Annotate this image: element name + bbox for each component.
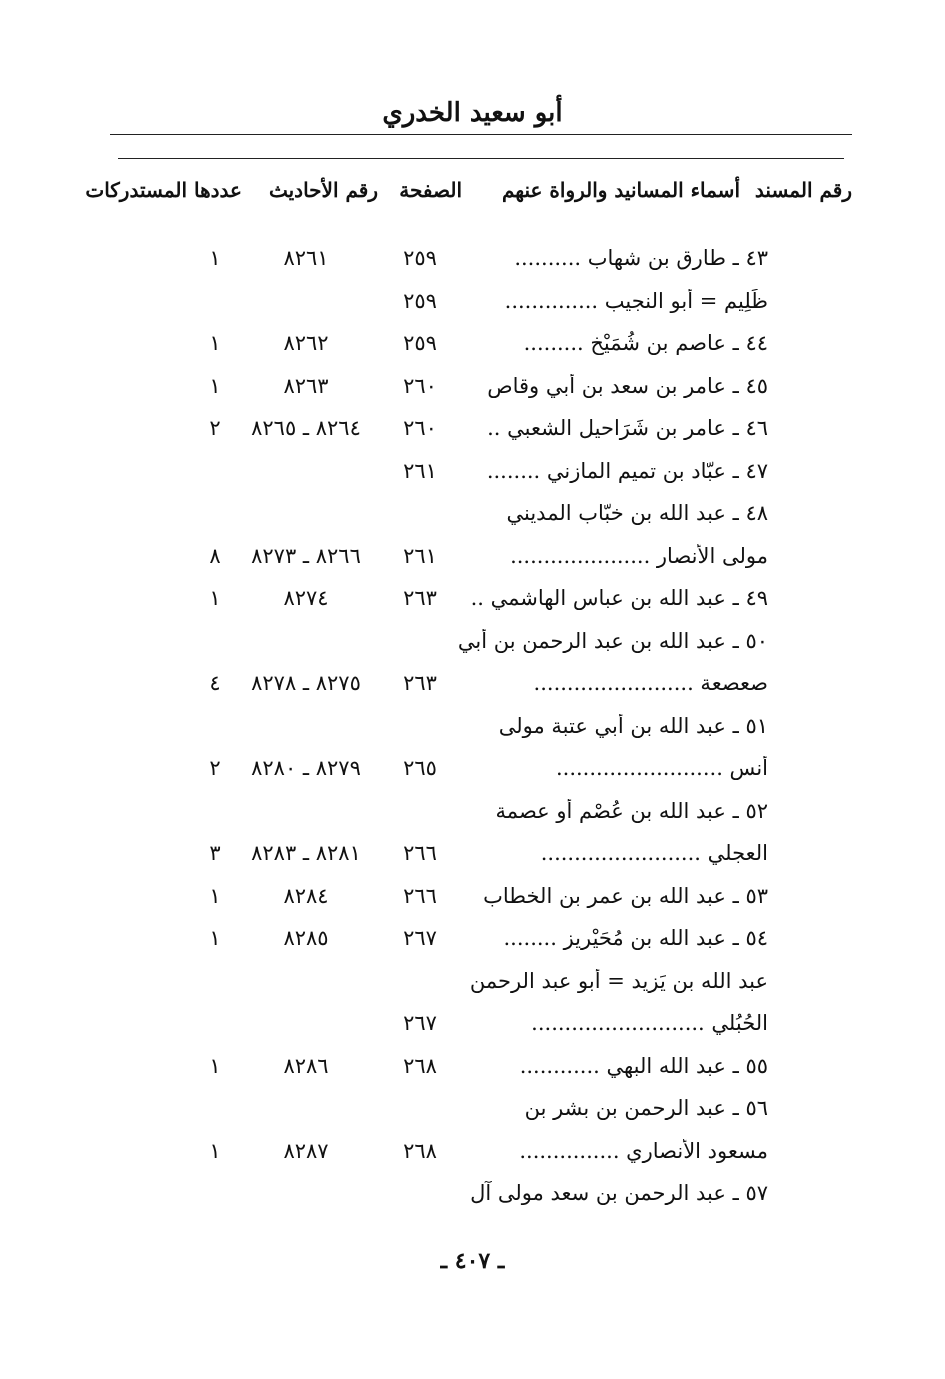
row-name: ٥٢ ـ عبد الله بن عُصْم أو عصمة — [495, 798, 768, 823]
table-row — [100, 453, 860, 496]
row-count: ١ — [209, 883, 221, 908]
row-count: ٨ — [209, 543, 221, 568]
row-name: ظَلِيم = أبو النجيب .............. — [504, 288, 768, 313]
row-hadith-numbers: ٨٢٨٤ — [283, 883, 329, 908]
table-row — [100, 368, 860, 411]
table-top-rule — [118, 158, 844, 159]
row-count: ١ — [209, 926, 221, 950]
row-page: ٢٥٩ — [403, 288, 437, 313]
row-name: ٤٥ ـ عامر بن سعد بن أبي وقاص — [487, 373, 768, 398]
row-count: ٢ — [209, 756, 221, 780]
row-hadith-numbers: ٨٢٨٧ — [283, 1138, 329, 1163]
row-hadith-numbers: ٨٢٦٦ ـ ٨٢٧٣ — [251, 543, 361, 568]
row-count: ١ — [209, 373, 221, 398]
table-row — [100, 1133, 860, 1176]
row-name: ٥٤ ـ عبد الله بن مُحَيْريز ........ — [503, 926, 768, 950]
row-page: ٢٦٣ — [403, 671, 437, 695]
row-page: ٢٦١ — [403, 458, 437, 483]
row-count: ١ — [209, 1053, 221, 1078]
row-name: ٤٩ ـ عبد الله بن عباس الهاشمي .. — [470, 586, 768, 610]
row-count: ٣ — [209, 841, 221, 865]
table-row — [100, 1005, 860, 1048]
index-table — [100, 240, 860, 1218]
row-page: ٢٦٧ — [403, 926, 437, 950]
row-hadith-numbers: ٨٢٦٤ ـ ٨٢٦٥ — [251, 416, 361, 440]
table-row — [100, 410, 860, 453]
row-hadith-numbers: ٨٢٨٦ — [283, 1053, 329, 1078]
row-name: عبد الله بن يَزِيد = أبو عبد الرحمن — [469, 968, 768, 993]
table-row — [100, 495, 860, 538]
table-row — [100, 623, 860, 666]
row-name: أنس ......................... — [555, 756, 768, 780]
table-row — [100, 538, 860, 581]
row-count: ١ — [209, 246, 221, 270]
row-name: العجلي ........................ — [540, 841, 768, 865]
row-hadith-numbers: ٨٢٨١ ـ ٨٢٨٣ — [251, 841, 361, 865]
table-row — [100, 1090, 860, 1133]
row-name: ٥٦ ـ عبد الرحمن بن بشر بن — [524, 1096, 768, 1120]
row-page: ٢٦٣ — [403, 586, 437, 610]
row-page: ٢٦٧ — [403, 1011, 437, 1035]
table-row — [100, 793, 860, 836]
row-page: ٢٦١ — [403, 543, 437, 568]
row-name: ٥١ ـ عبد الله بن أبي عتبة مولى — [498, 713, 768, 738]
page-number: ـ ٤٠٧ ـ — [440, 1248, 505, 1274]
row-name: ٤٣ ـ طارق بن شهاب .......... — [514, 246, 768, 270]
row-name: ٤٦ ـ عامر بن شَرَاحيل الشعبي .. — [487, 416, 768, 440]
table-row — [100, 1048, 860, 1091]
row-count: ٤ — [209, 671, 221, 695]
row-name: مسعود الأنصاري ............... — [519, 1138, 768, 1163]
header-musnad-number: رقم المسند — [754, 178, 852, 202]
table-row — [100, 580, 860, 623]
row-hadith-numbers: ٨٢٧٩ ـ ٨٢٨٠ — [251, 756, 361, 780]
row-page: ٢٦٥ — [403, 756, 437, 780]
row-page: ٢٦٦ — [403, 841, 437, 865]
row-name: صعصعة ........................ — [533, 671, 768, 695]
table-row — [100, 1175, 860, 1218]
table-row — [100, 708, 860, 751]
row-page: ٢٦٦ — [403, 883, 437, 908]
row-page: ٢٦٠ — [403, 416, 437, 440]
running-title: أبو سعيد الخدري — [382, 98, 563, 128]
column-headers — [85, 172, 860, 216]
row-hadith-numbers: ٨٢٦٢ — [283, 331, 329, 355]
header-page: الصفحة — [399, 178, 462, 202]
table-row — [100, 963, 860, 1006]
header-names: أسماء المسانيد والرواة عنهم — [501, 178, 740, 202]
row-name: ٤٧ ـ عبّاد بن تميم المازني ........ — [486, 458, 768, 483]
row-count: ١ — [209, 1138, 221, 1163]
row-hadith-numbers: ٨٢٨٥ — [283, 926, 329, 950]
row-name: ٥٣ ـ عبد الله بن عمر بن الخطاب — [483, 883, 768, 908]
row-name: ٥٧ ـ عبد الرحمن بن سعد مولى آل — [470, 1181, 768, 1205]
table-row — [100, 240, 860, 283]
row-count: ١ — [209, 331, 221, 355]
row-name: الحُبُلي .......................... — [531, 1011, 768, 1035]
row-page: ٢٦٨ — [403, 1053, 437, 1078]
row-hadith-numbers: ٨٢٧٥ ـ ٨٢٧٨ — [251, 671, 361, 695]
row-page: ٢٦٠ — [403, 373, 437, 398]
row-name: ٥٠ ـ عبد الله بن عبد الرحمن بن أبي — [457, 628, 768, 653]
table-row — [100, 665, 860, 708]
row-count: ١ — [209, 586, 221, 610]
row-name: مولى الأنصار ..................... — [510, 543, 768, 568]
header-hadith-numbers: رقم الأحاديث — [268, 178, 378, 202]
header-rule — [110, 134, 852, 135]
row-page: ٢٥٩ — [403, 246, 437, 270]
row-name: ٤٨ ـ عبد الله بن خبّاب المديني — [506, 501, 768, 525]
table-row — [100, 325, 860, 368]
row-page: ٢٥٩ — [403, 331, 437, 355]
table-row — [100, 835, 860, 878]
row-name: ٥٥ ـ عبد الله البهي ............ — [519, 1053, 768, 1078]
row-hadith-numbers: ٨٢٧٤ — [283, 586, 329, 610]
row-page: ٢٦٨ — [403, 1138, 437, 1163]
row-count: ٢ — [209, 416, 221, 440]
table-row — [100, 750, 860, 793]
table-row — [100, 878, 860, 921]
row-name: ٤٤ ـ عاصم بن شُمَيْخ ......... — [523, 331, 768, 355]
header-count: عددها المستدركات — [85, 178, 242, 202]
table-row — [100, 283, 860, 326]
row-hadith-numbers: ٨٢٦٣ — [283, 373, 329, 398]
table-row — [100, 920, 860, 963]
row-hadith-numbers: ٨٢٦١ — [283, 246, 329, 270]
